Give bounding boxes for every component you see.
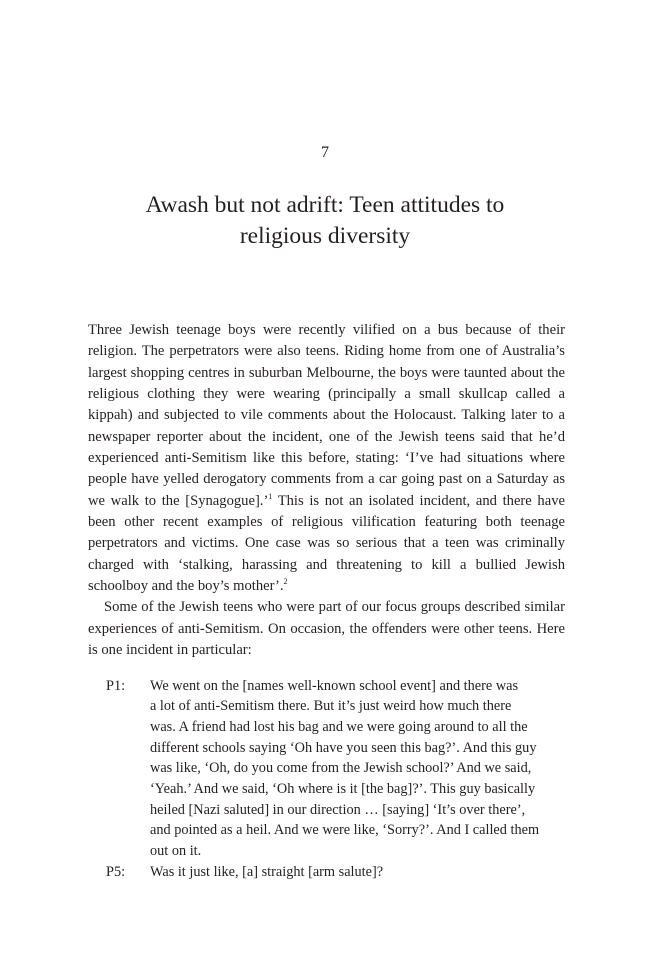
speech-line: and pointed as a heil. And we were like, ‘Sorry?’. And I called them [150,822,540,839]
speech-line: ‘Yeah.’ And we said, ‘Oh where is it [the bag]?’. This guy basically [150,781,536,798]
paragraph-1-line-9a: we walk to the [Synagogue].’ [88,492,269,509]
paragraph-1-line-4: the religious clothing they were wearing (principally a small skullcap called a [88,364,566,403]
paragraph-1-line-6: a newspaper reporter about the incident, one of the Jewish teens said that he’d [88,407,565,445]
footnote-ref-2[interactable]: 2 [283,577,288,587]
paragraph-1-line-7: experienced anti-Semitism like this before, stating: ‘I’ve had situations where [88,450,565,467]
paragraph-1-line-3: largest shopping centres in suburban Melbourne, the boys were taunted about [88,364,544,381]
paragraph-2-line-3: is one incident in particular: [88,642,252,659]
paragraph-1-line-1: Three Jewish teenage boys were recently vilified on a bus because of their [88,322,565,338]
footnote-ref-1[interactable]: 1 [268,491,273,501]
paragraph-2-line-1: Some of the Jewish teens who were part of our focus groups described similar [104,599,565,616]
paragraph-1 [88,320,565,597]
paragraph-1-line-10: other recent examples of religious vilification featuring both teenage perpetrators [88,514,565,552]
speech-line: different schools saying ‘Oh have you seen this bag?’. And this guy [150,739,537,756]
speech-line: Was it just like, [a] straight [arm salute]? [150,863,384,880]
paragraph-1-line-9b: This is not an isolated incident, and there have been [88,492,565,531]
paragraph-1-line-5: kippah) and subjected to vile comments about the Holocaust. Talking later to [88,407,554,424]
paragraph-1-line-8: people have yelled derogatory comments from a car going past on a Saturday as [88,471,565,488]
speaker-label: P1: [106,677,126,694]
chapter-number: 7 [321,144,329,161]
focus-group-dialogue [88,676,565,883]
speech-line: heiled [Nazi saluted] in our direction … [saying] ‘It’s over there’, [150,801,526,818]
chapter-body [88,320,565,883]
paragraph-2-line-2: experiences of anti-Semitism. On occasion, the offenders were other teens. Here [88,620,565,637]
speech-line: We went on the [names well-known school event] and there was [150,677,519,694]
speech-text [150,676,540,862]
speech-line: a lot of anti-Semitism there. But it’s just weird how much there [150,698,512,715]
chapter-title-line-2: religious diversity [239,223,411,249]
speech-line: out on it. [150,843,202,860]
paragraph-1-line-13: boy’s mother’. [197,578,284,595]
speech-line: was. A friend had lost his bag and we were going around to all the [150,718,528,735]
paragraph-1-line-2: religion. The perpetrators were also teens. Riding home from one of Australia’s [88,343,565,360]
speech-line: was like, ‘Oh, do you come from the Jewish school?’ And we said, [150,760,532,777]
paragraph-1-line-11: and victims. One case was so serious that a teen was criminally charged with [88,535,565,573]
dialogue-turn [88,676,565,862]
chapter-title [100,190,550,252]
speaker-label: P5: [106,863,126,880]
paragraph-1-line-12: ‘stalking, harassing and threatening to kill a bullied Jewish schoolboy and the [88,556,565,595]
dialogue-turn [88,862,565,883]
paragraph-2 [88,597,565,661]
speech-text [150,862,540,883]
chapter-title-line-1: Awash but not adrift: Teen attitudes to [145,192,505,218]
